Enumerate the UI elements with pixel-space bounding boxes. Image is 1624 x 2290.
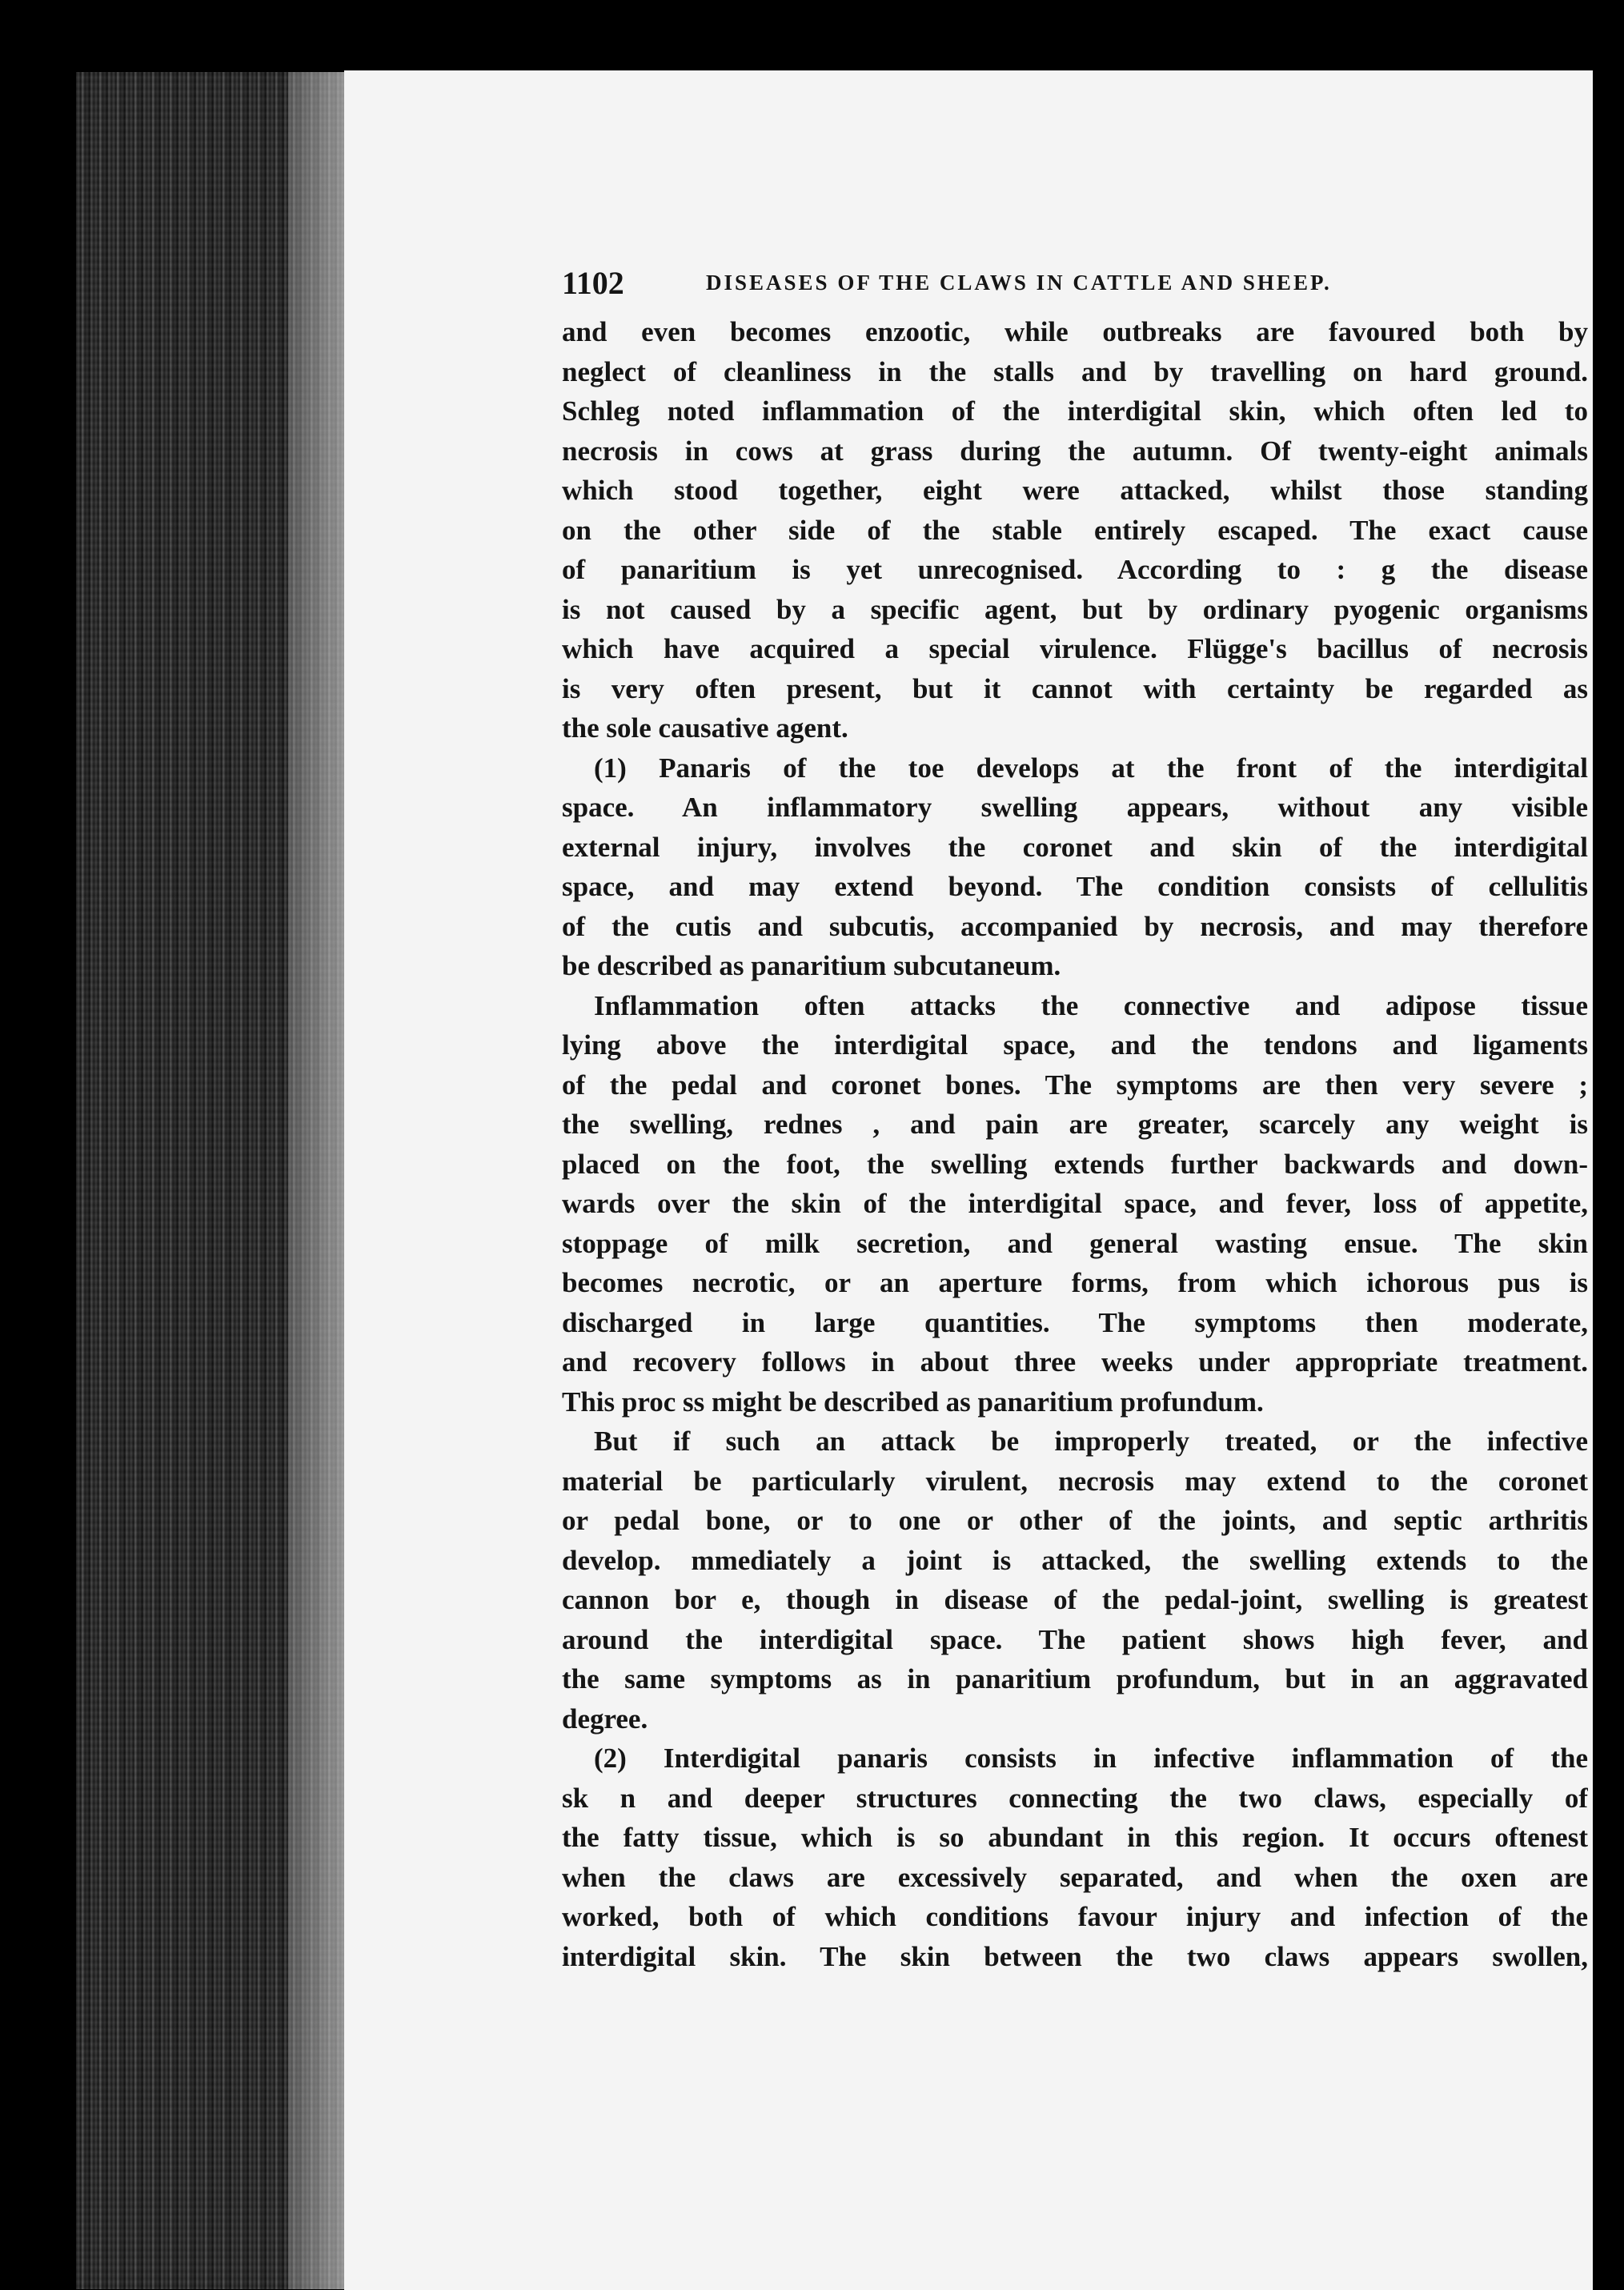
text-line: neglect of cleanliness in the stalls and by travelling on hard ground. bbox=[562, 355, 1588, 387]
text-line: is not caused by a specific agent, but by ordinary pyogenic organisms bbox=[562, 593, 1588, 625]
text-line: placed on the foot, the swelling extends further backwards and down- bbox=[562, 1148, 1588, 1180]
text-line: develop. mmediately a joint is attacked, the swelling extends to the bbox=[562, 1544, 1588, 1576]
text-line: interdigital skin. The skin between the two claws appears swollen, bbox=[562, 1940, 1588, 1972]
text-line: the same symptoms as in panaritium profundum, but in an aggravated bbox=[562, 1663, 1588, 1694]
text-line: discharged in large quantities. The symptoms then moderate, bbox=[562, 1306, 1588, 1338]
text-line: the sole causative agent. bbox=[562, 712, 848, 744]
text-line: Schleg noted inflammation of the interdigital skin, which often led to bbox=[562, 395, 1588, 427]
text-line: when the claws are excessively separated, and when the oxen are bbox=[562, 1861, 1588, 1893]
text-line: But if such an attack be improperly treated, or the infective bbox=[594, 1426, 1588, 1457]
text-line: lying above the interdigital space, and the tendons and ligaments bbox=[562, 1029, 1588, 1061]
page-content bbox=[562, 264, 1588, 1976]
text-line: space, and may extend beyond. The condition consists of cellulitis bbox=[562, 871, 1588, 902]
text-line: of the cutis and subcutis, accompanied by necrosis, and may therefore bbox=[562, 910, 1588, 942]
text-line: which have acquired a special virulence. Flügge's bacillus of necrosis bbox=[562, 633, 1588, 664]
text-line: worked, both of which conditions favour injury and infection of the bbox=[562, 1901, 1588, 1932]
text-line: is very often present, but it cannot with certainty be regarded as bbox=[562, 672, 1588, 704]
text-line: and recovery follows in about three weeks under appropriate treatment. bbox=[562, 1346, 1588, 1378]
body-text bbox=[562, 312, 1588, 1976]
text-line: necrosis in cows at grass during the autumn. Of twenty-eight animals bbox=[562, 435, 1588, 467]
text-line: (1) Panaris of the toe develops at the front of the interdigital bbox=[594, 752, 1588, 784]
page-number: 1102 bbox=[562, 265, 624, 301]
text-line: Inflammation often attacks the connective and adipose tissue bbox=[594, 989, 1588, 1021]
text-line: (2) Interdigital panaris consists in infective inflammation of the bbox=[594, 1743, 1588, 1774]
text-line: on the other side of the stable entirely escaped. The exact cause bbox=[562, 514, 1588, 546]
text-line: stoppage of milk secretion, and general wasting ensue. The skin bbox=[562, 1227, 1588, 1259]
text-line: and even becomes enzootic, while outbreaks are favoured both by bbox=[562, 316, 1588, 347]
text-line: wards over the skin of the interdigital space, and fever, loss of appetite, bbox=[562, 1188, 1588, 1219]
text-line: material be particularly virulent, necrosis may extend to the coronet bbox=[562, 1465, 1588, 1497]
running-head bbox=[562, 264, 1588, 312]
text-line: space. An inflammatory swelling appears, without any visible bbox=[562, 792, 1588, 823]
text-line: be described as panaritium subcutaneum. bbox=[562, 950, 1061, 981]
text-line: cannon bor e, though in disease of the pedal-joint, swelling is greatest bbox=[562, 1584, 1588, 1615]
text-line: which stood together, eight were attacked, whilst those standing bbox=[562, 475, 1588, 506]
text-line: This proc ss might be described as panaritium profundum. bbox=[562, 1386, 1264, 1418]
text-line: the swelling, rednes , and pain are greater, scarcely any weight is bbox=[562, 1109, 1588, 1140]
text-line: becomes necrotic, or an aperture forms, from which ichorous pus is bbox=[562, 1267, 1588, 1298]
text-line: or pedal bone, or to one or other of the joints, and septic arthritis bbox=[562, 1505, 1588, 1536]
page-gutter-shadow bbox=[288, 72, 352, 2289]
text-line: sk n and deeper structures connecting the two claws, especially of bbox=[562, 1782, 1588, 1814]
text-line: around the interdigital space. The patient shows high fever, and bbox=[562, 1623, 1588, 1655]
text-line: of panaritium is yet unrecognised. According to : g the disease bbox=[562, 554, 1588, 585]
text-line: of the pedal and coronet bones. The symptoms are then very severe ; bbox=[562, 1069, 1588, 1101]
text-line: degree. bbox=[562, 1702, 648, 1735]
text-line: external injury, involves the coronet and skin of the interdigital bbox=[562, 831, 1588, 863]
running-title: DISEASES OF THE CLAWS IN CATTLE AND SHEEP. bbox=[706, 271, 1332, 295]
text-line: the fatty tissue, which is so abundant in this region. It occurs oftenest bbox=[562, 1822, 1588, 1853]
